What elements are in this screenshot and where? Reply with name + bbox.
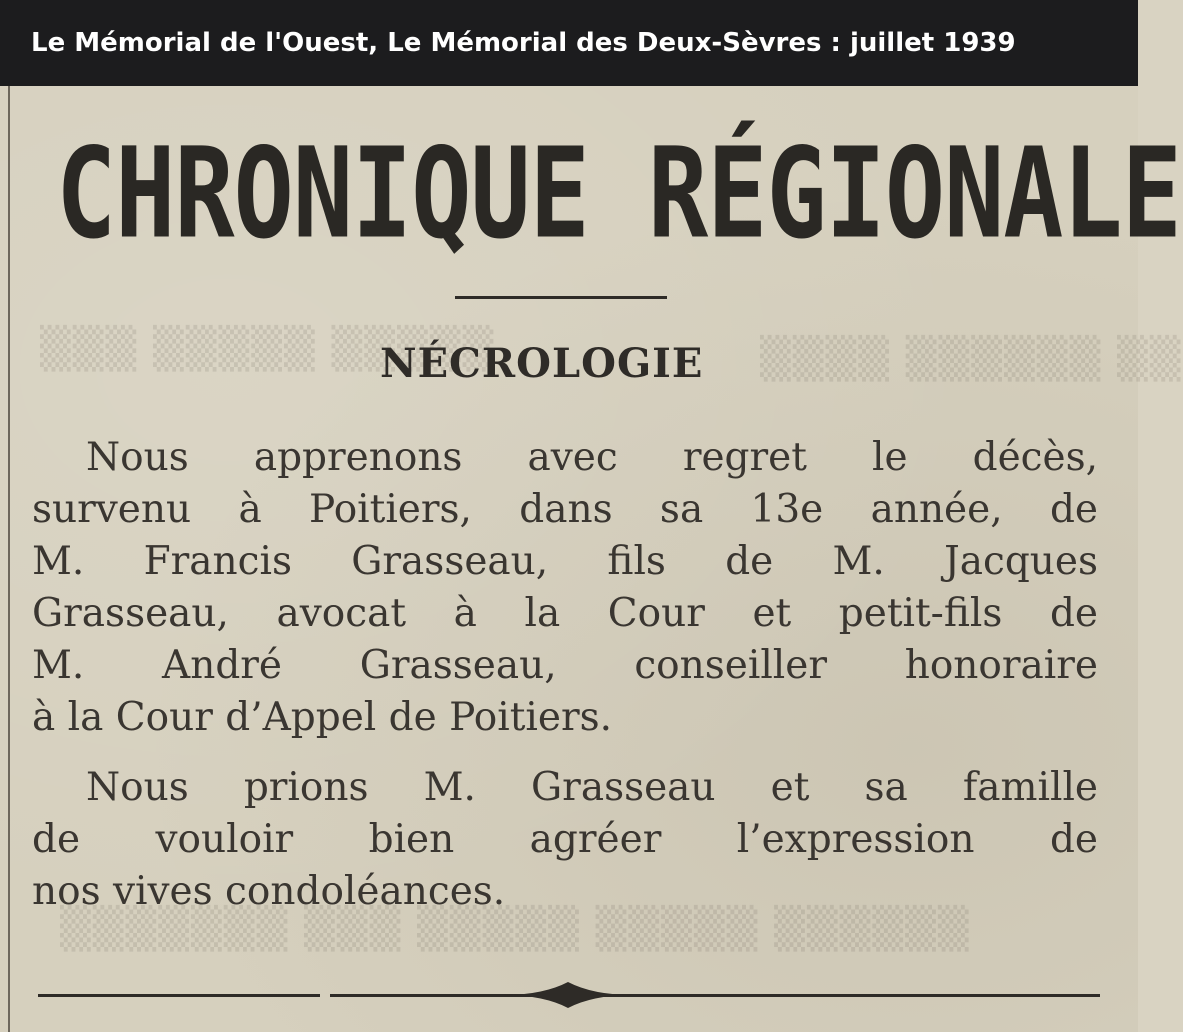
- paragraph-line: à la Cour d’Appel de Poitiers.: [32, 695, 612, 740]
- bottom-rule-right: [330, 994, 1100, 997]
- bleed-through-texture: ▒▒▒▒ ▒▒▒▒▒▒ ▒▒: [760, 336, 1183, 382]
- section-title: NÉCROLOGIE: [380, 340, 704, 387]
- paragraph-line: Nous apprenons avec regret le décès,: [86, 435, 1098, 480]
- diamond-ornament: [503, 980, 633, 1010]
- headline-divider: [455, 296, 667, 299]
- window-title: Le Mémorial de l'Ouest, Le Mémorial des Deux-Sèvres : juillet 1939: [0, 0, 1138, 86]
- paragraph-line: M. Francis Grasseau, fils de M. Jacques: [32, 539, 1098, 584]
- paragraph-line: de vouloir bien agréer l’expression de: [32, 817, 1098, 862]
- paragraph-line: Grasseau, avocat à la Cour et petit-fils de: [32, 591, 1098, 636]
- bleed-through-texture: ▒▒▒▒▒▒▒ ▒▒▒ ▒▒▒▒▒ ▒▒▒▒▒ ▒▒▒▒▒▒: [60, 906, 971, 952]
- paragraph-line: survenu à Poitiers, dans sa 13e année, de: [32, 487, 1098, 532]
- paragraph-line: nos vives condoléances.: [32, 869, 506, 914]
- paragraph-line: Nous prions M. Grasseau et sa famille: [86, 765, 1098, 810]
- column-divider: [8, 86, 10, 1032]
- paragraph-line: M. André Grasseau, conseiller honoraire: [32, 643, 1098, 688]
- bottom-rule-left: [38, 994, 320, 997]
- bleed-through-texture: ▒▒▒ ▒▒▒▒▒ ▒▒▒▒▒: [40, 326, 496, 372]
- headline: CHRONIQUE RÉGIONALE: [56, 120, 1181, 267]
- newspaper-clipping: [0, 86, 1183, 1032]
